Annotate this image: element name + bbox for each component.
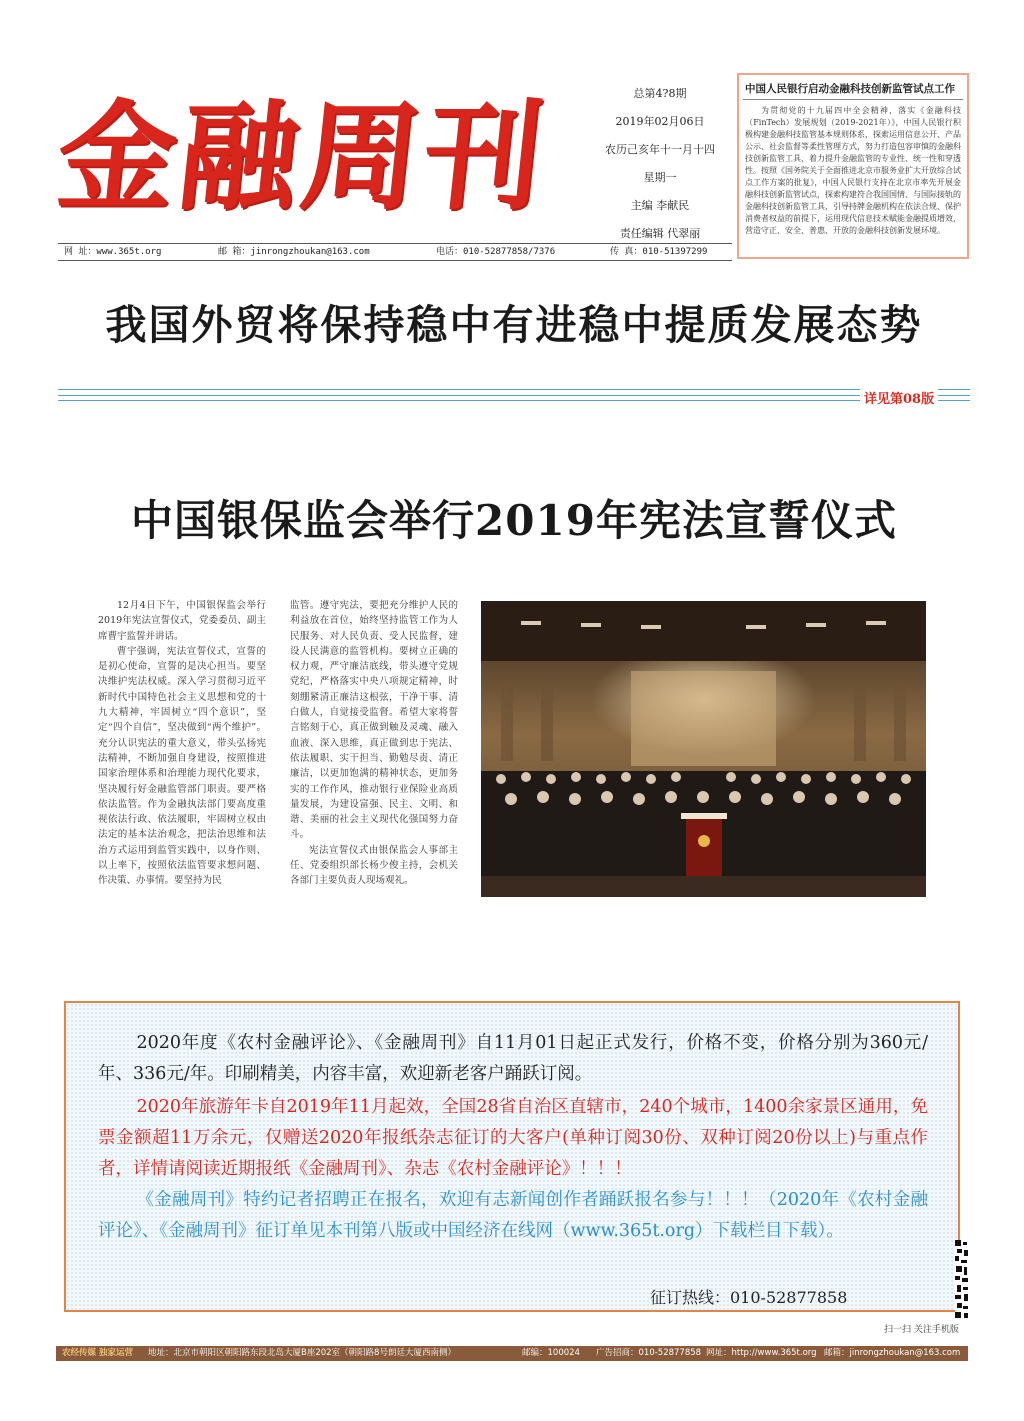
qr-code-icon[interactable] (955, 1240, 969, 1320)
annual-card-paragraph: 2020年旅游年卡自2019年11月起效，全国28省自治区直辖市，240个城市，1400余家景区通用，免票金额超11万余元，仅赠送2020年报纸杂志征订的大客户(单种订阅30份、双种订阅20份以上)与重点作者，详情请阅读近期报纸《金融周刊》、杂志《农村金融评论》！！！ (98, 1097, 928, 1179)
recruitment-paragraph: 《金融周刊》特约记者招聘正在报名，欢迎有志新闻创作者踊跃报名参与！！！（2020年《农村金融评论》、《金融周刊》征订单见本刊第八版或中国经济在线网（www.365t.org）下载栏目下载）。 (98, 1190, 928, 1241)
article-column-1 (98, 598, 266, 889)
strip-fax: 传 真：010-51397299 (610, 247, 708, 257)
subscription-hotline: 征订热线：010-52877858 (650, 1288, 848, 1307)
footer-address: 地址：北京市朝阳区朝阳路东段北岛大厦B座202室（朝阳路8号朗廷大厦西南侧） (148, 1348, 456, 1358)
footer-postcode: 邮编：100024 (522, 1348, 580, 1358)
issue-info (590, 80, 730, 248)
sidebar-news-box (737, 73, 969, 259)
chief-editor: 主编 李献民 (630, 199, 690, 212)
ceremony-photo (481, 601, 926, 897)
lunar-date: 农历己亥年十一月十四 (605, 143, 715, 156)
section-divider (58, 389, 970, 403)
sidebar-divider (743, 99, 963, 100)
strip-phone: 电话：010-52877858/7376 (436, 247, 556, 257)
qr-caption: 扫一扫 关注手机版 (884, 1325, 959, 1335)
weekday: 星期一 (643, 171, 677, 184)
sidebar-title: 中国人民银行启动金融科技创新监管试点工作 (745, 83, 955, 95)
masthead-title: 金融周刊 (50, 87, 554, 226)
contact-strip (58, 243, 732, 261)
issue-date: 2019年02月06日 (615, 115, 705, 128)
footer-bar (56, 1346, 968, 1361)
article-paragraph: 宪法宣誓仪式由银保监会人事部主任、党委组织部长杨少俊主持，会机关各部门主要负责人现场观礼。 (290, 844, 458, 887)
responsible-editor: 责任编辑 代翠丽 (619, 227, 701, 240)
subscription-notice (64, 1001, 960, 1312)
subscription-paragraph-1: 2020年度《农村金融评论》、《金融周刊》自11月01日起正式发行，价格不变，价格分别为360元/年、336元/年。印刷精美，内容丰富，欢迎新老客户踊跃订阅。 (98, 1033, 928, 1084)
footer-brand: 农经传媒 独家运营 (62, 1348, 133, 1358)
lead-headline: 我国外贸将保持稳中有进稳中提质发展态势 (105, 301, 923, 349)
strip-email: 邮 箱：jinrongzhoukan@163.com (218, 247, 370, 257)
article-headline: 中国银保监会举行2019年宪法宣誓仪式 (131, 496, 897, 545)
footer-ad: 广告招商：010-52877858 (596, 1348, 702, 1358)
issue-number: 总第4?8期 (633, 87, 687, 100)
article-paragraph: 曹宇强调，宪法宣誓仪式，宣誓的是初心使命，宣誓的是决心担当。要坚决维护宪法权威。深入学习贯彻习近平新时代中国特色社会主义思想和党的十九大精神，牢固树立“四个意识”，坚定“四个自信”，坚决做到“两个维护”。充分认识宪法的重大意义，带头弘扬宪法精神，不断加强自身建设，按照推进国家治理体系和治理能力现代化要求，坚决履行好金融监管部门职责。要严格依法监管。作为金融执法部门要高度重视依法行政、依法履职，牢固树立权由法定的基本法治观念，把法治思维和法治方式运用到监管实践中，以身作则、以上率下，按照依法监管要求想问题、作决策、办事情。要坚持为民 (98, 645, 266, 887)
article-paragraph: 监管。遵守宪法，要把充分维护人民的利益放在首位，始终坚持监管工作为人民服务、对人民负责、受人民监督，建设人民满意的监管机构。要树立正确的权力观，严守廉洁底线，带头遵守党规党纪，严格落实中央八项规定精神，时刻绷紧清正廉洁这根弦，干净干事、清白做人，自觉接受监督。希望大家将誓言铭刻于心，真正做到触及灵魂、融入血液、深入思维，真正做到忠于宪法、依法履职、实干担当、勤勉尽责、清正廉洁，以更加饱满的精神状态，更加务实的工作作风，推动银行业保险业高质量发展，为建设富强、民主、文明、和谐、美丽的社会主义现代化强国努力奋斗。 (290, 600, 458, 841)
see-page-link[interactable]: 详见第08版 (860, 388, 938, 407)
footer-website[interactable]: 网址：http://www.365t.org (706, 1348, 817, 1358)
article-column-2 (290, 598, 458, 889)
footer-email[interactable]: 邮箱：jinrongzhoukan@163.com (824, 1348, 961, 1358)
sidebar-body: 为贯彻党的十九届四中全会精神，落实《金融科技（FinTech）发展规划（2019-2021年）》，中国人民银行积极构建金融科技监管基本规则体系，探索运用信息公开、产品公示、社会监督等柔性管理方式，努力打造包容审慎的金融科技创新监管工具，着力提升金融监管的专业性、统一性和穿透性。按照《国务院关于全面推进北京市服务业扩大开放综合试点工作方案的批复》，中国人民银行支持在北京市率先开展金融科技创新监管试点，探索构建符合我国国情、与国际接轨的金融科技创新监管工具，引导持牌金融机构在依法合规、保护消费者权益的前提下，运用现代信息技术赋能金融提质增效，营造守正、安全、普惠、开放的金融科技创新发展环境。 (745, 106, 961, 235)
article-paragraph: 12月4日下午，中国银保监会举行2019年宪法宣誓仪式，党委委员、副主席曹宇监誓并讲话。 (98, 600, 266, 642)
strip-website: 网 址：www.365t.org (64, 247, 162, 257)
